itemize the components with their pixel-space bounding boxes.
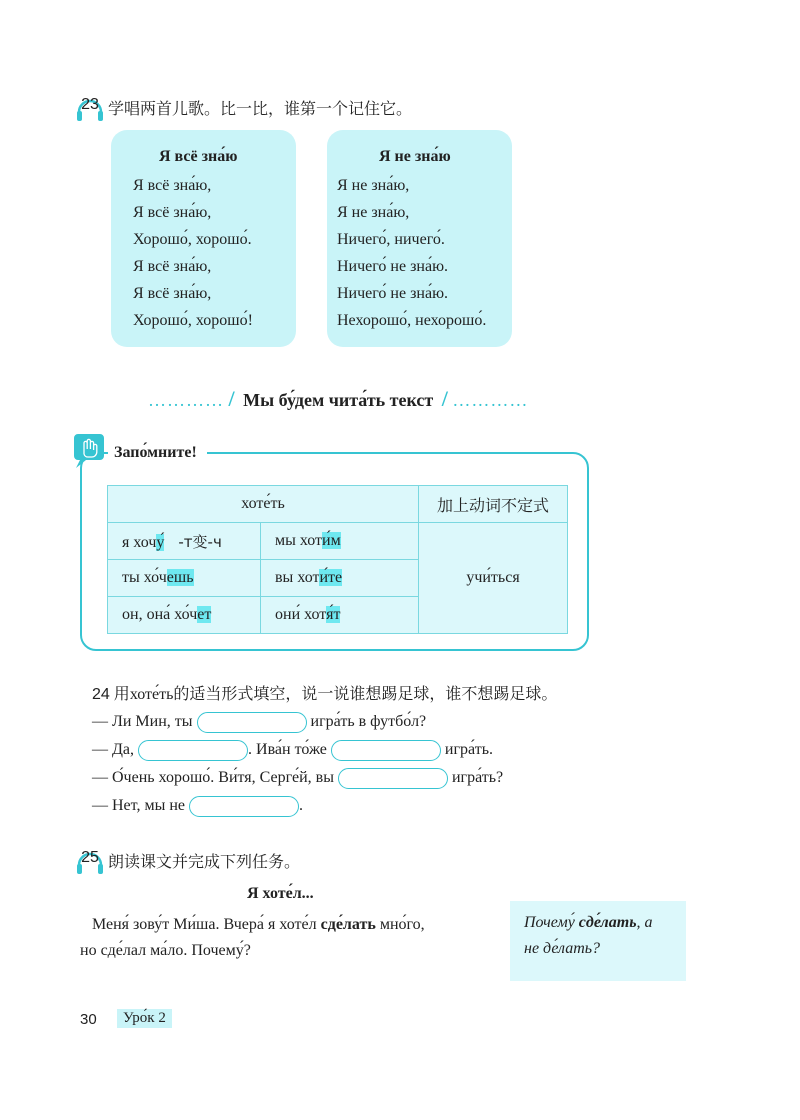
- table-cell: мы хоти́м: [261, 523, 419, 560]
- exercise-number: 23: [81, 96, 99, 113]
- ending-highlight: у́: [156, 533, 165, 551]
- poem-line: Я всё зна́ю,: [133, 177, 212, 194]
- slash-decoration: /: [228, 386, 235, 411]
- dialogue-line: — О́чень хорошо́. Ви́тя, Серге́й, вы игра́ть?: [92, 764, 503, 791]
- hand-icon: [72, 432, 106, 470]
- table-cell: вы хоти́те: [261, 560, 419, 597]
- answer-blank[interactable]: [331, 740, 441, 761]
- exercise-instruction: 朗读课文并完成下列任务。: [108, 852, 301, 871]
- answer-blank[interactable]: [189, 796, 299, 817]
- poem-title: Я всё зна́ю: [159, 148, 238, 165]
- table-header-verb: [108, 486, 419, 523]
- exercise-number: 25: [81, 849, 99, 866]
- poem-line: Я всё зна́ю,: [133, 285, 212, 302]
- dialogue-line: — Ли Мин, ты игра́ть в футбо́л?: [92, 708, 426, 735]
- table-cell: он, она́ хо́чет: [108, 597, 261, 634]
- page-number: 30: [80, 1011, 97, 1028]
- poem-card-2: [327, 130, 512, 347]
- exercise-24-instruction: 24 用хоте́ть的适当形式填空，说一说谁想踢足球，谁不想踢足球。: [92, 684, 558, 703]
- poem-line: Ничего́ не зна́ю.: [337, 258, 449, 275]
- poem-line: Нехорошо́, нехорошо́.: [337, 312, 487, 329]
- answer-blank[interactable]: [197, 712, 307, 733]
- reading-text: Меня́ зову́т Ми́ша. Вчера́ я хоте́л сде́лать мно́го, но сде́лал ма́ло. Почему́?: [80, 916, 425, 959]
- dialogue-line: — Нет, мы не .: [92, 792, 303, 819]
- answer-blank[interactable]: [338, 768, 448, 789]
- instruction-word: хоте́ть: [129, 686, 174, 703]
- section-heading: [148, 386, 668, 412]
- exercise-number: 24: [92, 686, 110, 703]
- verb-infinitive: хоте́ть: [241, 495, 285, 512]
- text-title: Я хоте́л...: [247, 885, 314, 902]
- table-note-cell: учи́ться: [419, 523, 568, 634]
- ending-highlight: ет: [197, 606, 212, 623]
- ending-highlight: ешь: [166, 569, 194, 586]
- poem-line: Хорошо́, хорошо́.: [133, 231, 252, 248]
- poem-card-1: [111, 130, 296, 347]
- table-cell: они́ хотя́т: [261, 597, 419, 634]
- poem-line: Я всё зна́ю,: [133, 204, 212, 221]
- poem-line: Я не зна́ю,: [337, 177, 410, 194]
- dots-decoration: …………: [452, 390, 529, 410]
- table-header-note: 加上动词不定式: [419, 486, 568, 523]
- lesson-label: Уро́к 2: [117, 1009, 172, 1028]
- dialogue-line: — Да, . Ива́н то́же игра́ть.: [92, 736, 493, 763]
- poem-line: Ничего́, ничего́.: [337, 231, 445, 248]
- ending-highlight: и́те: [319, 569, 343, 586]
- exercise-number-badge: [75, 845, 105, 879]
- ending-highlight: и́м: [322, 532, 341, 549]
- conjugation-table: [107, 485, 568, 634]
- margin-note: Почему́ сде́лать, а не де́лать?: [510, 901, 686, 981]
- consonant-change-note: -т变-ч: [178, 532, 222, 551]
- dots-decoration: …………: [148, 390, 224, 410]
- table-cell: ты хо́чешь: [108, 560, 261, 597]
- poem-line: Я всё зна́ю,: [133, 258, 212, 275]
- exercise-number-badge: [75, 92, 105, 126]
- remember-title: Запо́мните!: [108, 444, 207, 462]
- poem-line: Я не зна́ю,: [337, 204, 410, 221]
- slash-decoration: /: [441, 386, 448, 411]
- ending-highlight: я́т: [326, 606, 341, 623]
- section-title: Мы бу́дем чита́ть текст: [243, 390, 434, 410]
- answer-blank[interactable]: [138, 740, 248, 761]
- poem-title: Я не зна́ю: [379, 148, 451, 165]
- table-cell: я хочу́ -т变-ч: [108, 523, 261, 560]
- poem-line: Хорошо́, хорошо́!: [133, 312, 253, 329]
- poem-line: Ничего́ не зна́ю.: [337, 285, 449, 302]
- exercise-instruction: 学唱两首儿歌。比一比，谁第一个记住它。: [108, 99, 413, 118]
